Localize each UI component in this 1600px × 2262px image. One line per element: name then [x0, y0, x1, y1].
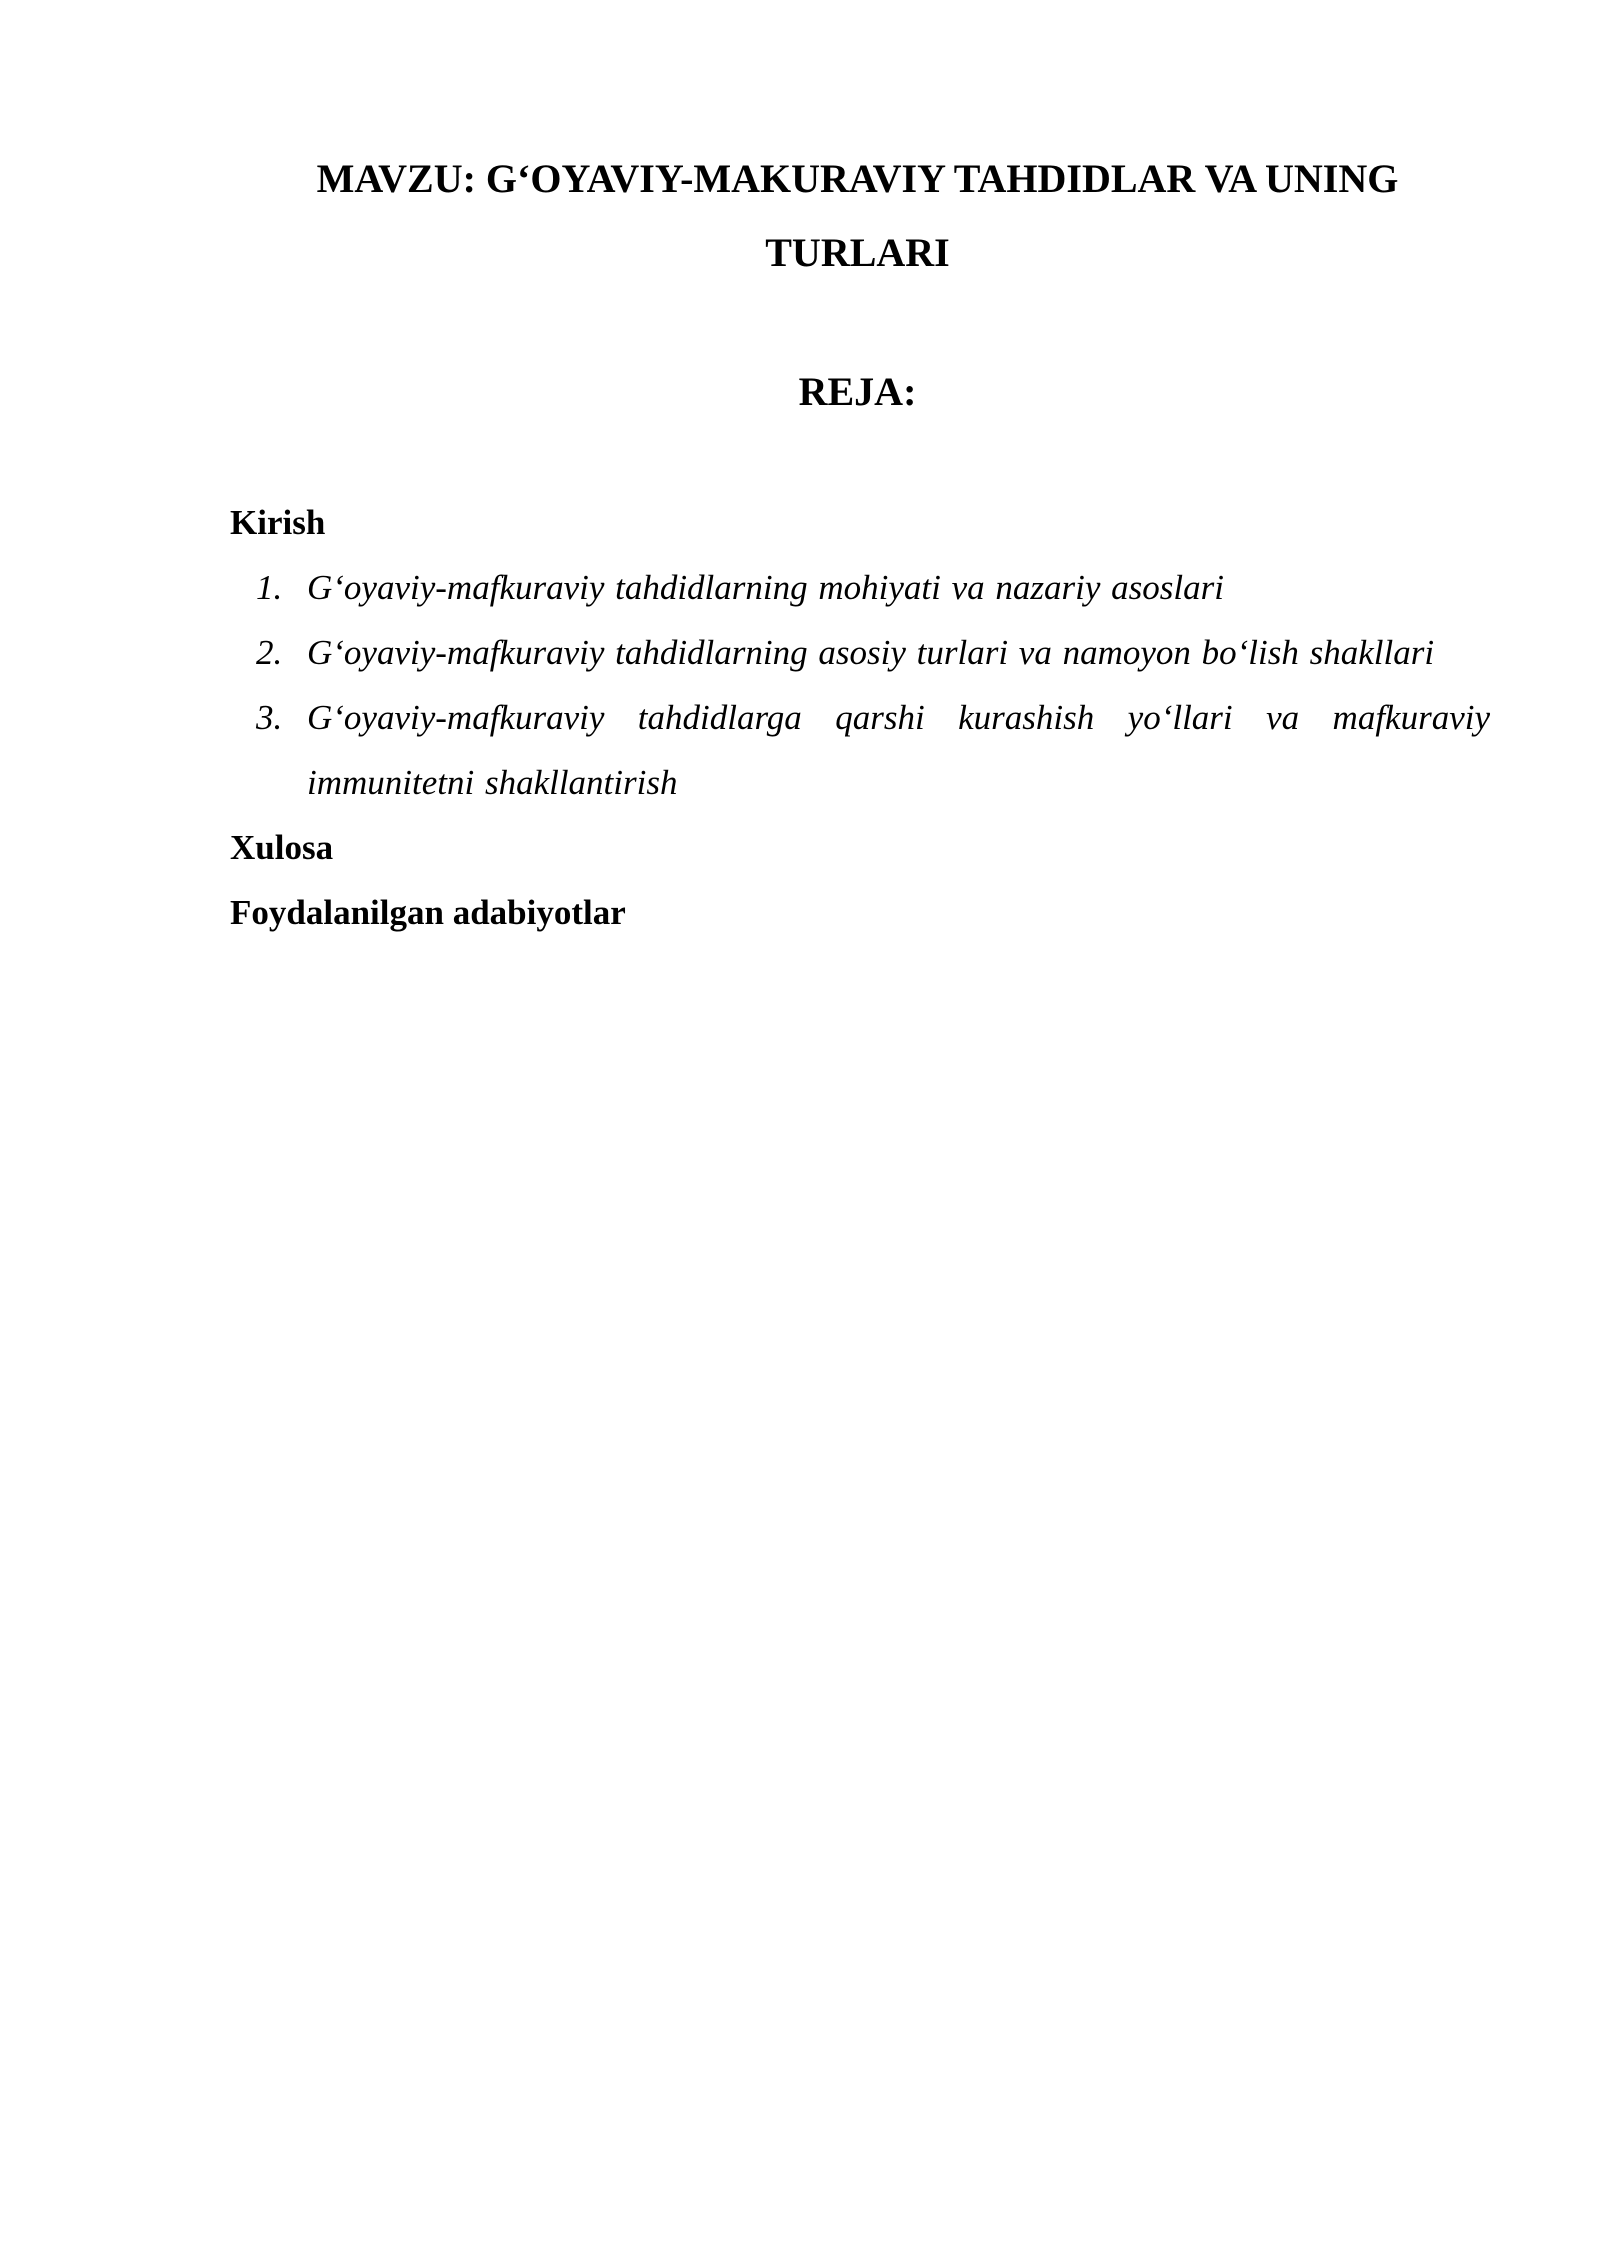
document-title-line-1: MAVZU: G‘OYAVIY-MAKURAVIY TAHDIDLAR VA UNING	[316, 156, 1399, 201]
plan-item-1-number: 1.	[256, 568, 283, 607]
plan-item-3	[230, 685, 1490, 815]
plan-item-1-text: G‘oyaviy-mafkuraviy tahdidlarning mohiyati va nazariy asoslari	[307, 568, 1224, 607]
intro-label: Kirish	[230, 503, 326, 542]
references-label: Foydalanilgan adabiyotlar	[230, 893, 626, 932]
plan-item-2-text: G‘oyaviy-mafkuraviy tahdidlarning asosiy turlari va namoyon bo‘lish shakllari	[307, 633, 1435, 672]
plan-item-3-text: G‘oyaviy-mafkuraviy tahdidlarga qarshi kurashish yo‘llari va mafkuraviy immunitetni shakllantirish	[307, 698, 1490, 802]
plan-item-1	[230, 555, 1490, 620]
plan-item-2	[230, 620, 1490, 685]
plan-list	[230, 555, 1490, 815]
plan-content	[230, 490, 1490, 945]
plan-item-2-number: 2.	[256, 633, 283, 672]
document-title	[230, 142, 1485, 290]
plan-heading: REJA:	[798, 369, 917, 414]
conclusion-label: Xulosa	[230, 828, 334, 867]
document-title-line-2: TURLARI	[765, 230, 950, 275]
plan-item-3-number: 3.	[256, 698, 283, 737]
